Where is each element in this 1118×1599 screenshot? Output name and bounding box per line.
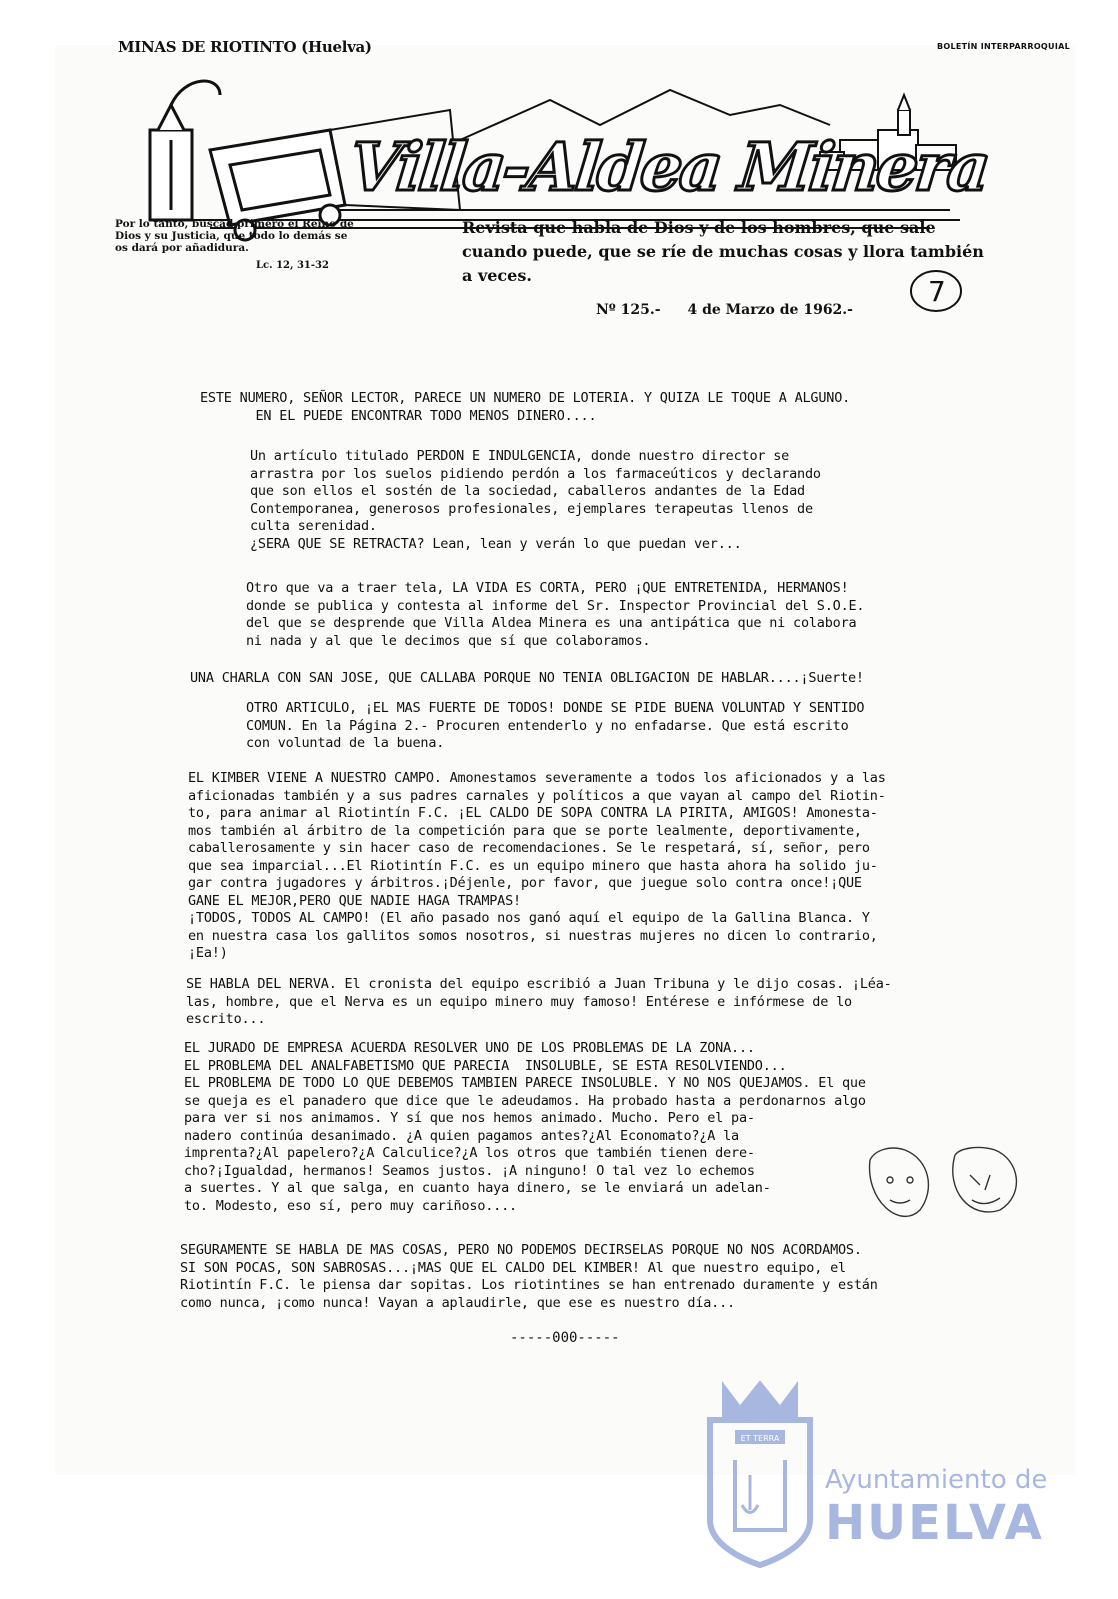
handwritten-circled-number <box>908 268 964 314</box>
paragraph-san-jose: UNA CHARLA CON SAN JOSE, QUE CALLABA PORQUE NO TENIA OBLIGACION DE HABLAR....¡Suerte! <box>190 670 864 686</box>
handwritten-mark: 7 <box>928 275 946 308</box>
paragraph-intro: ESTE NUMERO, SEÑOR LECTOR, PARECE UN NUMERO DE LOTERIA. Y QUIZA LE TOQUE A ALGUNO. EN EL PUEDE ENCONTRAR TODO MENOS DINERO.... <box>200 390 851 424</box>
paragraph-kimber: EL KIMBER VIENE A NUESTRO CAMPO. Amonestamos severamente a todos los aficionados y a las aficionadas también y a sus padres carnales y políticos a que vayan al campo del Riotin- to, para animar al Riotintín F.C. ¡EL CALDO DE SOPA CONTRA LA PIRITA, AMIGOS! Amonesta- mos también al árbitro de la competición para que se porte lealmente, deportivamente, caballerosamente y sin hacer caso de recomendaciones. Se le respetará, sí, señor, pero que sea imparcial...El Riotintín F.C. es un equipo minero que hasta ahora ha solido ju- gar contra jugadores y árbitros.¡Déjenle, por favor, que juegue solo contra once!¡QUE GANE EL MEJOR,PERO QUE NADIE HAGA TRAMPAS! ¡TODOS, TODOS AL CAMPO! (El año pasado nos ganó aquí el equipo de la Gallina Blanca. Y en nuestra casa los gallitos somos nosotros, si nuestras mujeres no dicen lo contrario, ¡Ea!) <box>188 770 886 961</box>
paragraph-jurado: EL JURADO DE EMPRESA ACUERDA RESOLVER UNO DE LOS PROBLEMAS DE LA ZONA... EL PROBLEMA DEL ANALFABETISMO QUE PARECIA INSOLUBLE, SE ESTA RESOLVIENDO... EL PROBLEMA DE TODO LO QUE DEBEMOS TAMBIEN PARECE INSOLUBLE. Y NO NOS QUEJAMOS. El que se queja es el panadero que dice que le adeudamos. Ha probado hasta a perdonarnos algo para ver si nos animamos. Y sí que nos hemos animado. Mucho. Pero el pa- nadero continúa desanimado. ¿A quien pagamos antes?¿Al Economato?¿A la imprenta?¿Al papelero?¿A Calculice?¿A los otros que también tienen dere- cho?¡Igualdad, hermanos! Seamos justos. ¡A ninguno! O tal vez lo echemos a suertes. Y al que salga, en cuanto haya dinero, se le enviará un adelan- to. Modesto, eso sí, pero muy cariñoso.... <box>184 1040 866 1214</box>
issue-number: Nº 125.- <box>596 302 661 318</box>
closing-separator: -----000----- <box>510 1330 620 1346</box>
sketch-faces <box>860 1140 1035 1240</box>
watermark-line1: Ayuntamiento de <box>825 1465 1048 1495</box>
masthead-title: Villa-Aldea Minera <box>345 128 992 206</box>
paragraph-vida-corta: Otro que va a traer tela, LA VIDA ES CORTA, PERO ¡QUE ENTRETENIDA, HERMANOS! donde se publica y contesta al informe del Sr. Inspector Provincial del S.O.E. del que se desprende que Villa Aldea Minera es una antipática que ni colabora ni nada y al que le decimos que sí que colaboramos. <box>246 580 865 649</box>
issue-line <box>596 302 853 318</box>
shield-ribbon: ET TERRA <box>740 1434 780 1443</box>
bulletin-label: BOLETÍN INTERPARROQUIAL <box>936 42 1070 51</box>
issue-date: 4 de Marzo de 1962.- <box>687 302 853 318</box>
paragraph-nerva: SE HABLA DEL NERVA. El cronista del equipo escribió a Juan Tribuna y le dijo cosas. ¡Léa- las, hombre, que el Nerva es un equipo minero muy famoso! Entérese e infórmese de lo escrito... <box>186 976 892 1027</box>
tagline: Revista que habla de Dios y de los hombres, que sale cuando puede, que se ríe de muchas cosas y llora también a veces. <box>462 218 984 285</box>
paragraph-mas-cosas: SEGURAMENTE SE HABLA DE MAS COSAS, PERO NO PODEMOS DECIRSELAS PORQUE NO NOS ACORDAMOS. SI SON POCAS, SON SABROSAS...¡MAS QUE EL CALDO DEL KIMBER! Al que nuestro equipo, el Riotintín F.C. le piensa dar sopitas. Los riotintines se han entrenado duramente y están como nunca, ¡como nunca! Vayan a aplaudirle, que ese es nuestro día... <box>180 1242 878 1311</box>
epigraph-reference: Lc. 12, 31-32 <box>256 260 329 271</box>
watermark-line2: HUELVA <box>825 1495 1044 1551</box>
paragraph-perdon: Un artículo titulado PERDON E INDULGENCIA, donde nuestro director se arrastra por los suelos pidiendo perdón a los farmaceúticos y declarando que son ellos el sostén de la sociedad, caballeros andantes de la Edad Contemporanea, generosos profesionales, ejemplares terapeutas llenos de culta serenidad. ¿SERA QUE SE RETRACTA? Lean, lean y verán lo que puedan ver... <box>250 448 821 552</box>
epigraph-text: Por lo tanto, buscad primero el Reino de Dios y su Justicia, que todo lo demás se os dará por añadidura. <box>115 218 354 254</box>
publisher-line: MINAS DE RIOTINTO (Huelva) <box>118 38 372 56</box>
paragraph-otro-articulo: OTRO ARTICULO, ¡EL MAS FUERTE DE TODOS! DONDE SE PIDE BUENA VOLUNTAD Y SENTIDO COMUN. En la Página 2.- Procuren entenderlo y no enfadarse. Que está escrito con voluntad de la buena. <box>246 700 865 751</box>
